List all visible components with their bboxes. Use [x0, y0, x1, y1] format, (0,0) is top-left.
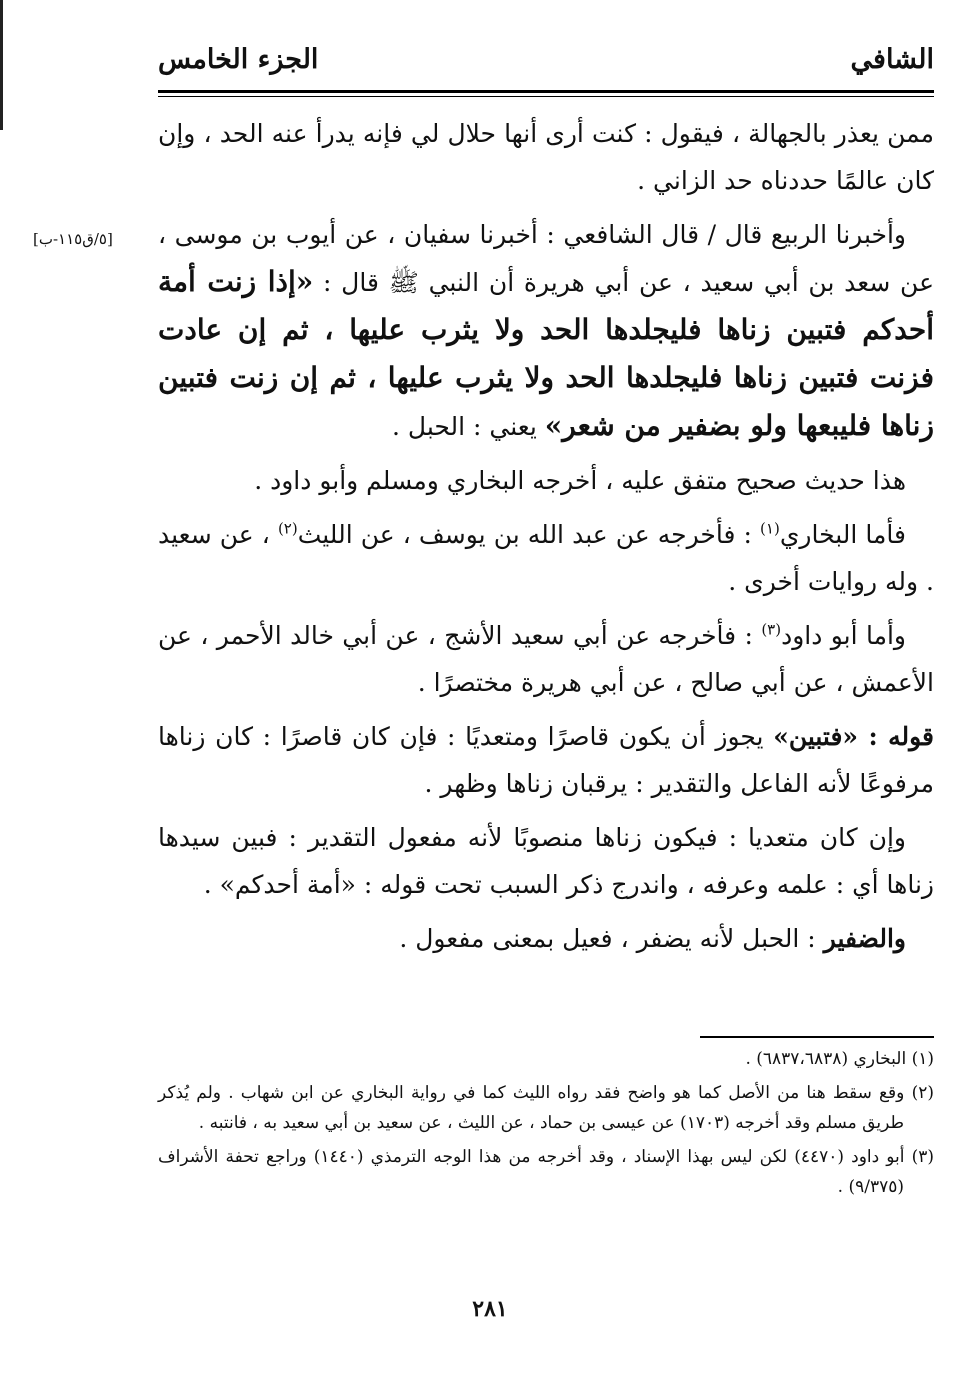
header-rule-thin: [158, 96, 934, 97]
footnote-ref[interactable]: (١): [760, 519, 780, 538]
footnote-ref[interactable]: (٣): [761, 620, 782, 639]
gloss-text: يعني : الحبل .: [392, 412, 545, 441]
footnotes: [158, 1044, 934, 1206]
hadith-text: «إذا زنت أمة أحدكم فتبين زناها فليجلدها الحد ولا يثرب عليها ، ثم إن عادت فزنت فتبين زناها فليجلدها الحد ولا يثرب عليها ، ثم إن زنت فتبين زناها فليبعها ولو بضفير من شعر»: [158, 265, 934, 442]
running-header: [158, 44, 934, 84]
volume-title: الجزء الخامس: [158, 44, 319, 75]
footnote: (٢) وقع سقط هنا من الأصل كما هو واضح فقد رواه الليث كما في رواية البخاري عن ابن شهاب . ولم يُذكر طريق مسلم وقد أخرجه (١٧٠٣) عن عيسى بن حماد ، عن الليث ، عن سعيد بن أبي سعيد به ، فانتبه .: [158, 1083, 934, 1133]
isnad-text: وأخبرنا الربيع قال / قال الشافعي : أخبرنا سفيان ، عن أيوب بن موسى ، عن سعد بن أبي سعيد ، عن أبي هريرة أن النبي ﷺ قال :: [158, 220, 934, 297]
paragraph: هذا حديث صحيح متفق عليه ، أخرجه البخاري ومسلم وأبو داود .: [254, 466, 906, 495]
manuscript-folio-marker: [٥/ق١١٥-ب]: [33, 230, 113, 248]
paragraph: ممن يعذر بالجهالة ، فيقول : كنت أرى أنها حلال لي فإنه يدرأ عنه الحد ، وإن كان عالمًا حددناه حد الزاني .: [158, 119, 934, 195]
paragraph: [158, 511, 934, 605]
text-run: : فأخرجه عن أبي سعيد الأشج ، عن أبي خالد الأحمر ، عن الأعمش ، عن أبي صالح ، عن أبي هريرة مختصرًا .: [158, 621, 934, 697]
page-number: ٢٨١: [472, 1296, 508, 1322]
header-rule-thick: [158, 90, 934, 93]
text-run: : فأخرجه عن عبد الله بن يوسف ، عن الليث: [297, 520, 761, 549]
text-run: يجوز أن يكون قاصرًا ومتعديًا : فإن كان قاصرًا : كان زناها مرفوعًا لأنه الفاعل والتقدير : يرقبان زناها وظهر .: [158, 722, 934, 798]
main-text: [158, 110, 934, 969]
paragraph-hadith: [158, 211, 934, 450]
text-run: فأما البخاري: [779, 520, 906, 549]
text-run: ، عن سعيد . وله روايات أخرى .: [158, 520, 934, 596]
text-run: وأما أبو داود: [781, 621, 907, 650]
term-label: قوله : «فتبين»: [773, 722, 935, 751]
text-run: : الحبل لأنه يضفر ، فعيل بمعنى مفعول .: [399, 924, 824, 953]
paragraph: [158, 915, 934, 962]
term-label: والضفير: [823, 924, 906, 953]
book-title: الشافي: [850, 44, 934, 75]
paragraph: وإن كان متعديا : فيكون زناها منصوبًا لأنه مفعول التقدير : فبين سيدها زناها أي : علمه وعرفه ، واندرج ذكر السبب تحت قوله : «أمة أحدكم» .: [158, 823, 934, 899]
footnote-separator: [700, 1036, 934, 1038]
footnote: (٣) أبو داود (٤٤٧٠) لكن ليس بهذا الإسناد ، وقد أخرجه من هذا الوجه الترمذي (١٤٤٠) وراجع تحفة الأشراف (٩/٣٧٥) .: [158, 1147, 934, 1197]
footnote: (١) البخاري (٦٨٣٧،٦٨٣٨) .: [745, 1049, 934, 1069]
paragraph: [158, 713, 934, 807]
binding-edge: [0, 0, 3, 130]
footnote-ref[interactable]: (٢): [277, 519, 298, 538]
paragraph: [158, 612, 934, 706]
